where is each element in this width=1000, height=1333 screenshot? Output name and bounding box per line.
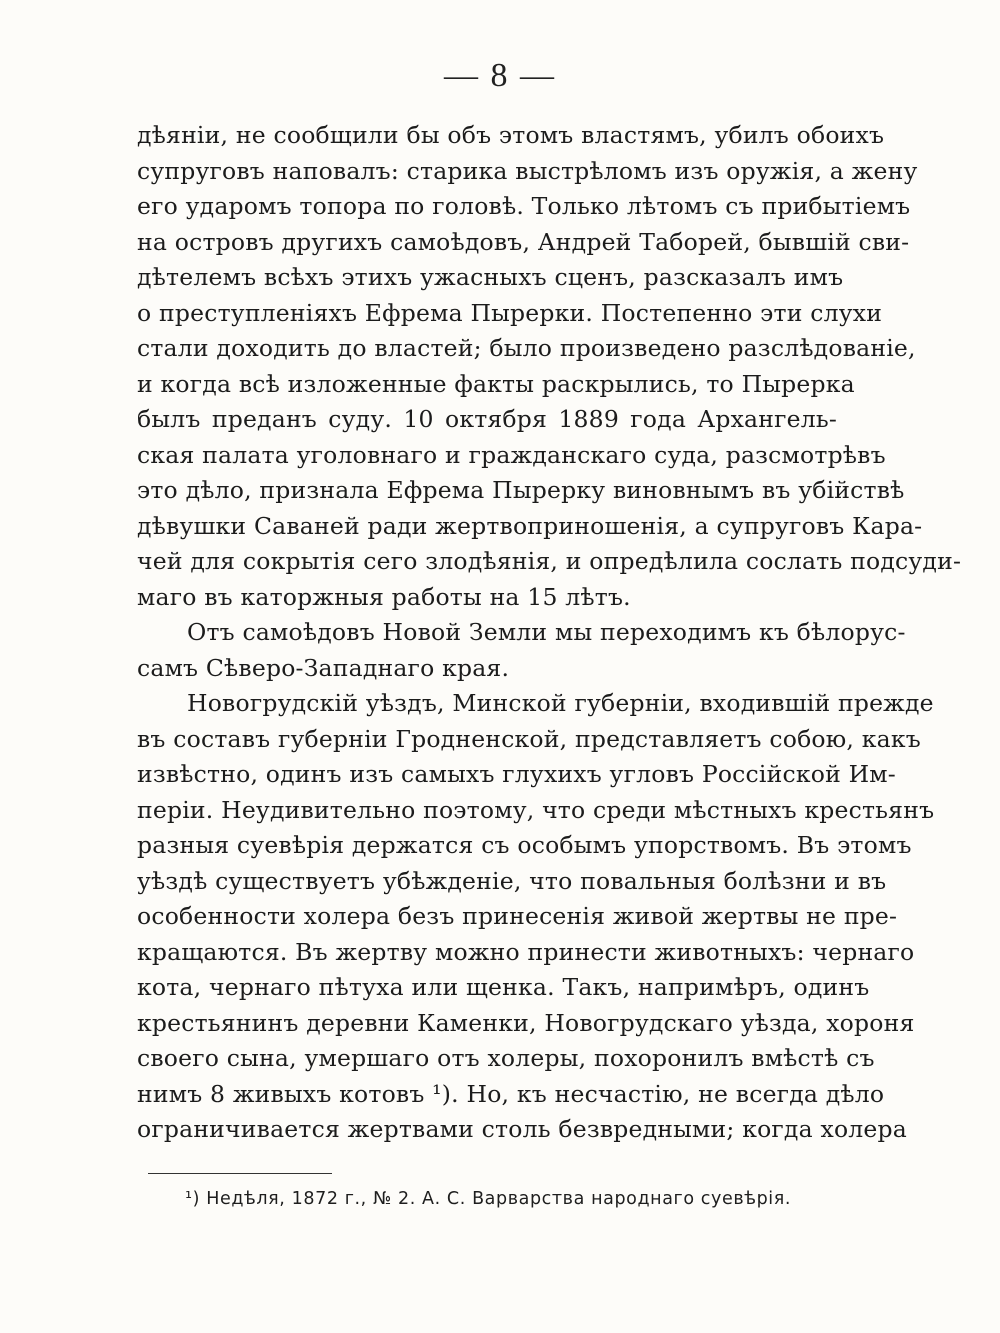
body-text (137, 118, 962, 1148)
text-line: крестьянинъ деревни Каменки, Новогрудскаго уѣзда, хороня (137, 1008, 915, 1037)
paragraph-first-line: Новогрудскій уѣздъ, Минской губерніи, входившій прежде (187, 689, 934, 717)
text-line: и когда всѣ изложенные факты раскрылись, то Пырерка (137, 369, 855, 398)
footnote-rule (148, 1173, 332, 1174)
text-line: дѣтелемъ всѣхъ этихъ ужасныхъ сценъ, разсказалъ имъ (137, 263, 844, 291)
paragraph-first-line: Отъ самоѣдовъ Новой Земли мы переходимъ къ бѣлорус- (187, 618, 906, 646)
text-line: чей для сокрытія сего злодѣянія, и опредѣлила сослать подсуди- (137, 547, 962, 575)
text-line: ская палата уголовнаго и гражданскаго суда, разсмотрѣвъ (137, 440, 886, 469)
text-line: уѣздѣ существуетъ убѣжденіе, что повальныя болѣзни и въ (137, 866, 887, 895)
footnote: ¹) Недѣля, 1872 г., № 2. А. С. Варварства народнаго суевѣрія. (185, 1189, 792, 1209)
text-line: нимъ 8 живыхъ котовъ ¹). Но, къ несчастію, не всегда дѣло (137, 1079, 885, 1108)
text-line: самъ Сѣверо-Западнаго края. (137, 653, 510, 682)
text-line: дѣяніи, не сообщили бы объ этомъ властямъ, убилъ обоихъ (137, 121, 885, 149)
text-line: былъ преданъ суду. 10 октября 1889 года Архангель- (137, 405, 837, 433)
text-line: его ударомъ топора по головѣ. Только лѣтомъ съ прибытіемъ (137, 192, 911, 220)
text-line: кращаются. Въ жертву можно принести животныхъ: чернаго (137, 937, 915, 966)
text-line: въ составъ губерніи Гродненской, представляетъ собою, какъ (137, 724, 921, 753)
text-line: стали доходить до властей; было произведено разслѣдованіе, (137, 334, 916, 362)
text-line: это дѣло, признала Ефрема Пырерку виновнымъ въ убійствѣ (137, 476, 905, 504)
text-line: своего сына, умершаго отъ холеры, похоронилъ вмѣстѣ съ (137, 1044, 875, 1072)
text-line: извѣстно, одинъ изъ самыхъ глухихъ угловъ Россійской Им- (137, 760, 896, 788)
text-line: разныя суевѣрія держатся съ особымъ упорствомъ. Въ этомъ (137, 831, 912, 859)
page-number: — 8 — (444, 57, 556, 94)
text-line: маго въ каторжныя работы на 15 лѣтъ. (137, 582, 631, 611)
text-line: особенности холера безъ принесенія живой жертвы не пре- (137, 902, 898, 930)
text-line: супруговъ наповалъ: старика выстрѣломъ изъ оружія, а жену (137, 156, 918, 185)
text-line: на островъ другихъ самоѣдовъ, Андрей Таборей, бывшій сви- (137, 227, 910, 256)
text-line: ограничивается жертвами столь безвредными; когда холера (137, 1115, 907, 1143)
text-line: дѣвушки Саваней ради жертвоприношенія, а супруговъ Кара- (137, 511, 923, 540)
text-line: періи. Неудивительно поэтому, что среди мѣстныхъ крестьянъ (137, 795, 935, 824)
text-line: о преступленіяхъ Ефрема Пырерки. Постепенно эти слухи (137, 298, 883, 327)
text-line: кота, чернаго пѣтуха или щенка. Такъ, напримѣръ, одинъ (137, 973, 870, 1001)
